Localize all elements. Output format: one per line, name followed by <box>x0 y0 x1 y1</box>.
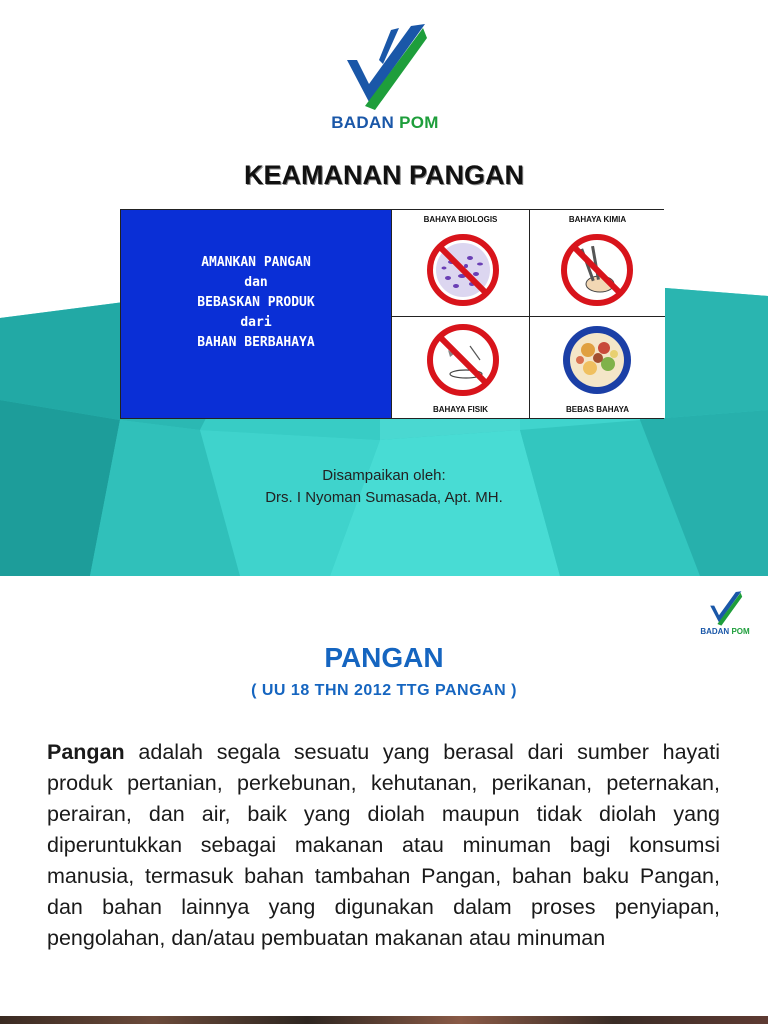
definition-text: adalah segala sesuatu yang berasal dari sumber hayati produk pertanian, perkebunan, kehutanan, perikanan, peternakan, perairan, dan air, baik yang diolah maupun tidak diolah yang diperuntukkan sebagai makanan atau minuman bagi konsumsi manusia, termasuk bahan tambahan Pangan, bahan baku Pangan, dan bahan lainnya yang digunakan dalam proses penyiapan, pengolahan, dan/atau pembuatan makanan atau minuman <box>47 740 720 950</box>
panel-divider <box>391 316 665 317</box>
hazard-cell-chemical: BAHAYA KIMIA <box>530 210 665 316</box>
presenter-intro: Disampaikan oleh: <box>322 467 446 484</box>
defined-term: Pangan <box>47 740 125 764</box>
slide-title: PANGAN <box>324 642 444 673</box>
definition-paragraph <box>47 737 720 954</box>
slide-subtitle: ( UU 18 THN 2012 TTG PANGAN ) <box>251 682 517 699</box>
hazard-cell-safe: BEBAS BAHAYA <box>530 317 665 418</box>
hazard-cell-biological: BAHAYA BIOLOGIS <box>392 210 529 316</box>
slide-2 <box>0 576 768 1024</box>
badan-pom-logo-icon <box>707 589 743 627</box>
safe-food-plate-icon <box>552 320 642 400</box>
badan-pom-logo-icon <box>339 20 429 112</box>
physical-hazard-prohibited-icon <box>418 320 508 400</box>
slide-title: KEAMANAN PANGAN <box>244 160 524 190</box>
bacteria-prohibited-icon <box>418 230 508 310</box>
slogan-box <box>121 210 391 418</box>
slogan-text: AMANKAN PANGAN dan BEBASKAN PRODUK dari BAHAN BERBAHAYA <box>197 255 315 350</box>
chemical-prohibited-icon <box>552 230 642 310</box>
presenter-name: Drs. I Nyoman Sumasada, Apt. MH. <box>265 489 503 506</box>
food-safety-panel <box>120 209 664 419</box>
photo-strip <box>0 1016 768 1024</box>
logo-wordmark: BADAN POM <box>700 627 750 636</box>
presenter-info <box>0 465 768 509</box>
logo-wordmark: BADAN POM <box>331 113 439 132</box>
hazard-cell-physical: BAHAYA FISIK <box>392 317 529 418</box>
panel-divider <box>391 210 392 418</box>
panel-divider <box>529 210 530 418</box>
